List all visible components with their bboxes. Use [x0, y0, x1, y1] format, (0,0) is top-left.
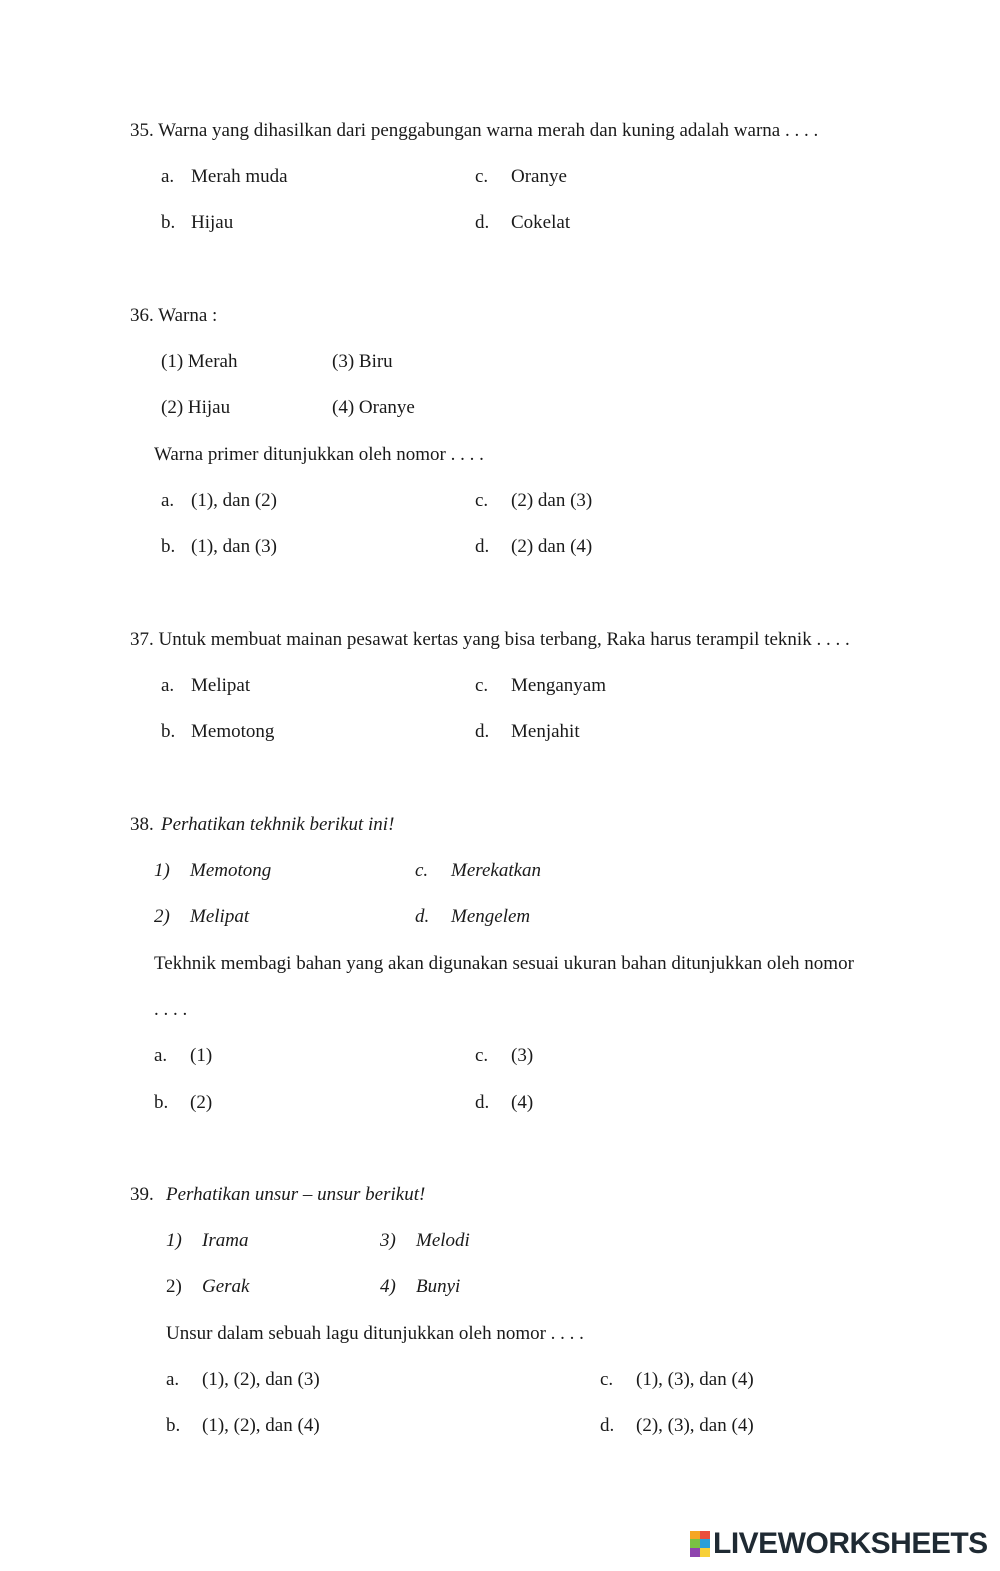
list-item: Bunyi [416, 1276, 461, 1297]
option-text: Melipat [191, 675, 251, 696]
option-letter: a. [166, 1369, 180, 1390]
list-item-letter: 1) [166, 1230, 182, 1251]
option-text: (4) [511, 1092, 534, 1113]
list-item-letter: 2) [166, 1276, 182, 1297]
liveworksheets-wordmark: LIVEWORKSHEETS [713, 1527, 988, 1560]
option-text: Memotong [191, 721, 275, 742]
option-letter: c. [600, 1369, 614, 1390]
option-letter: c. [475, 675, 489, 696]
logo-block [690, 1548, 700, 1557]
question-prompt-continued: . . . . [154, 999, 188, 1020]
logo-block [700, 1531, 710, 1539]
list-item-letter: d. [415, 906, 430, 927]
option-letter: b. [154, 1092, 169, 1113]
list-item-letter: 1) [154, 860, 170, 881]
list-item-letter: 4) [380, 1276, 396, 1297]
list-item-letter: 2) [154, 906, 170, 927]
list-item: (1) Merah [161, 351, 238, 372]
option-letter: d. [475, 212, 490, 233]
option-text: (2), (3), dan (4) [636, 1415, 754, 1436]
option-text: Oranye [511, 166, 567, 187]
list-item-letter: c. [415, 860, 429, 881]
option-text: Cokelat [511, 212, 571, 233]
option-letter: c. [475, 490, 489, 511]
option-text: Merah muda [191, 166, 288, 187]
logo-block [700, 1539, 710, 1548]
question-prompt: Unsur dalam sebuah lagu ditunjukkan oleh nomor . . . . [166, 1323, 584, 1344]
liveworksheets-logo-icon [690, 1531, 710, 1557]
question-37: 37. Untuk membuat mainan pesawat kertas yang bisa terbang, Raka harus terampil teknik . . . . [130, 629, 850, 650]
option-text: Menjahit [511, 721, 580, 742]
option-letter: a. [161, 490, 175, 511]
list-item: Irama [202, 1230, 249, 1251]
question-39: Perhatikan unsur – unsur berikut! [166, 1184, 426, 1205]
list-item: (3) Biru [332, 351, 393, 372]
option-letter: d. [475, 721, 490, 742]
question-38-number: 38. [130, 814, 154, 835]
option-text: (1) [190, 1045, 213, 1066]
option-text: (2) [190, 1092, 213, 1113]
option-text: (1), (2), dan (4) [202, 1415, 320, 1436]
list-item: Melipat [190, 906, 250, 927]
logo-block [700, 1548, 710, 1557]
option-letter: d. [475, 1092, 490, 1113]
option-text: Hijau [191, 212, 234, 233]
option-letter: c. [475, 166, 489, 187]
option-letter: a. [161, 166, 175, 187]
list-item: (2) Hijau [161, 397, 231, 418]
option-letter: b. [161, 536, 176, 557]
option-letter: b. [161, 212, 176, 233]
list-item: Gerak [202, 1276, 250, 1297]
liveworksheets-logo [690, 1526, 988, 1562]
question-38: Perhatikan tekhnik berikut ini! [161, 814, 395, 835]
logo-block [690, 1531, 700, 1539]
option-text: (2) dan (4) [511, 536, 593, 557]
option-text: (1), dan (2) [191, 490, 277, 511]
option-letter: b. [166, 1415, 181, 1436]
option-text: (1), (3), dan (4) [636, 1369, 754, 1390]
option-letter: a. [161, 675, 175, 696]
question-36: 36. Warna : [130, 305, 218, 326]
list-item: (4) Oranye [332, 397, 415, 418]
option-text: (1), dan (3) [191, 536, 277, 557]
option-letter: b. [161, 721, 176, 742]
question-39-number: 39. [130, 1184, 154, 1205]
list-item: Mengelem [451, 906, 531, 927]
option-letter: c. [475, 1045, 489, 1066]
question-prompt: Tekhnik membagi bahan yang akan digunakan sesuai ukuran bahan ditunjukkan oleh nomor [154, 953, 854, 974]
option-letter: a. [154, 1045, 168, 1066]
question-35: 35. Warna yang dihasilkan dari penggabungan warna merah dan kuning adalah warna . . . . [130, 120, 819, 141]
list-item: Melodi [416, 1230, 470, 1251]
question-prompt: Warna primer ditunjukkan oleh nomor . . . . [154, 444, 484, 465]
option-text: (3) [511, 1045, 534, 1066]
option-letter: d. [475, 536, 490, 557]
option-letter: d. [600, 1415, 615, 1436]
option-text: Menganyam [511, 675, 606, 696]
list-item-letter: 3) [380, 1230, 396, 1251]
option-text: (2) dan (3) [511, 490, 593, 511]
option-text: (1), (2), dan (3) [202, 1369, 320, 1390]
logo-block [690, 1539, 700, 1548]
list-item: Merekatkan [451, 860, 542, 881]
list-item: Memotong [190, 860, 272, 881]
